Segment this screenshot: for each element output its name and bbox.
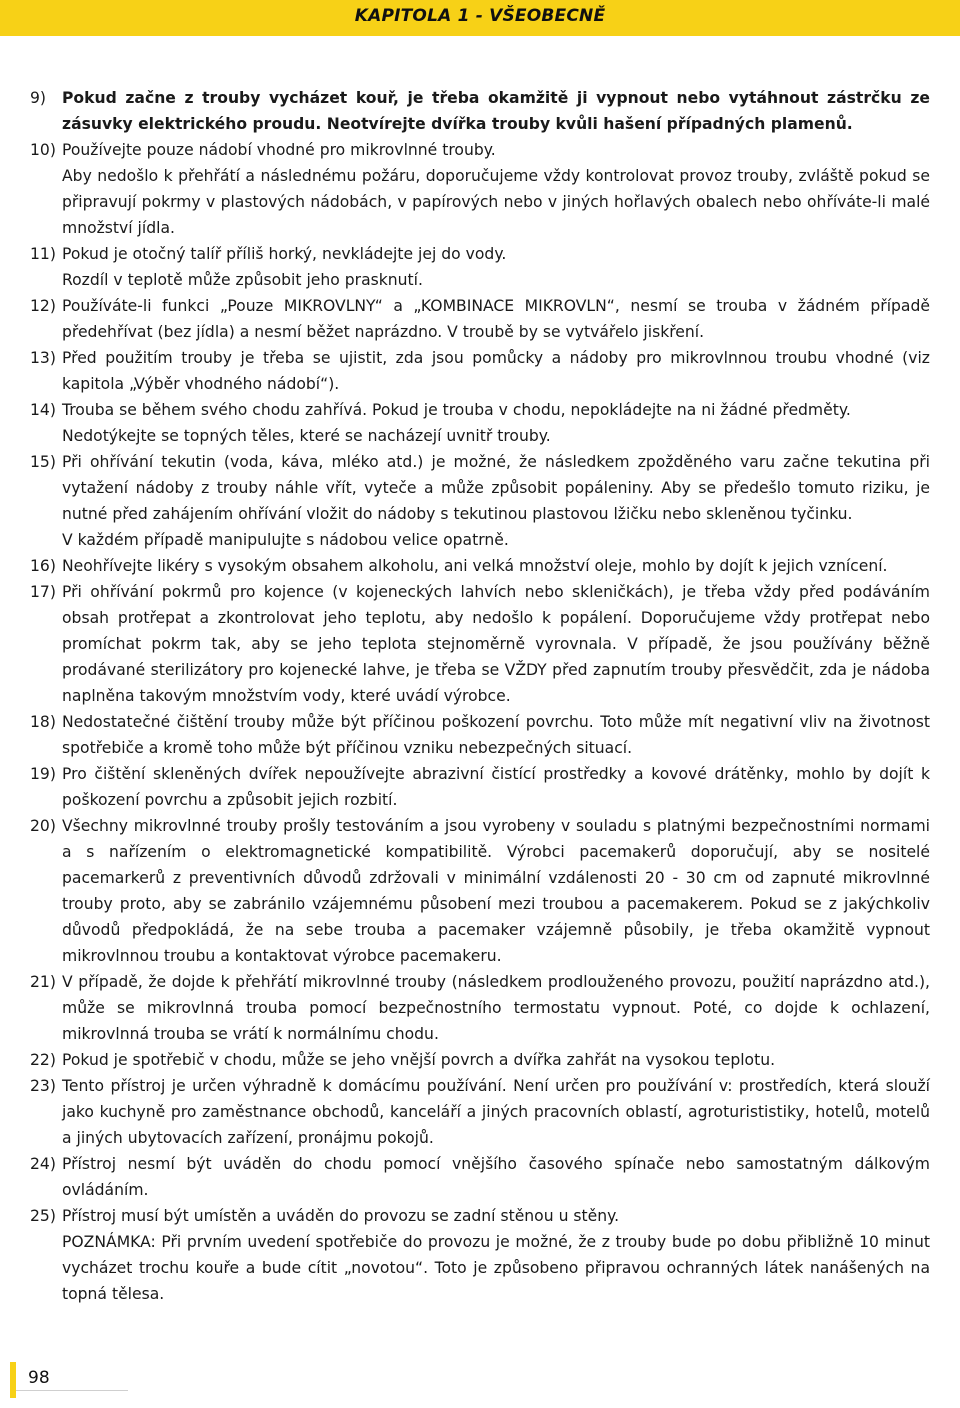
- regular-text: Trouba se během svého chodu zahřívá. Pokud je trouba v chodu, nepokládejte na ni žádné předměty.: [62, 401, 851, 419]
- item-number: 18): [30, 713, 56, 731]
- item-paragraph: [62, 241, 930, 267]
- list-item: [30, 1151, 930, 1203]
- item-paragraph: [62, 1073, 930, 1151]
- item-paragraph: [62, 553, 930, 579]
- regular-text: V případě, že dojde k přehřátí mikrovlnné trouby (následkem prodlouženého provozu, použití naprázdno atd.), může se mikrovlnná trouba pomocí bezpečnostního termostatu vypnout. Poté, co dojde k ochlazení, mikrovlnná trouba se vrátí k normálnímu chodu.: [62, 973, 930, 1043]
- regular-text: Používáte-li funkci „Pouze MIKROVLNY“ a „KOMBINACE MIKROVLN“, nesmí se trouba v žádném případě předehřívat (bez jídla) a nesmí běžet naprázdno. V troubě by se vytvářelo jiskření.: [62, 297, 930, 341]
- item-number: 14): [30, 401, 56, 419]
- item-paragraph: [62, 969, 930, 1047]
- regular-text: Aby nedošlo k přehřátí a následnému požáru, doporučujeme vždy kontrolovat provoz trouby, zvláště pokud se připravují pokrmy v plastových nádobách, v papírových nebo v jiných hořlavých obalech nebo ohříváte-li malé množství jídla.: [62, 167, 930, 237]
- item-number: 24): [30, 1155, 56, 1173]
- item-body: [62, 241, 930, 293]
- item-number: 13): [30, 349, 56, 367]
- item-body: [62, 345, 930, 397]
- list-item: [30, 345, 930, 397]
- regular-text: Pokud je spotřebič v chodu, může se jeho vnější povrch a dvířka zahřát na vysokou teplotu.: [62, 1051, 776, 1069]
- list-item: [30, 85, 930, 137]
- regular-text: Přístroj musí být umístěn a uváděn do provozu se zadní stěnou u stěny.: [62, 1207, 620, 1225]
- item-body: [62, 761, 930, 813]
- item-body: [62, 449, 930, 553]
- item-number: 21): [30, 973, 56, 991]
- list-item: [30, 1047, 930, 1073]
- regular-text: Rozdíl v teplotě může způsobit jeho prasknutí.: [62, 271, 423, 289]
- item-paragraph: [62, 397, 930, 423]
- item-paragraph: [62, 85, 930, 137]
- list-item: [30, 709, 930, 761]
- list-item: [30, 1073, 930, 1151]
- item-number: 25): [30, 1207, 56, 1225]
- list-item: [30, 397, 930, 449]
- regular-text: Pro čištění skleněných dvířek nepoužívejte abrazivní čistící prostředky a kovové drátěnky, mohlo by dojít k poškození povrchu a způsobit jejich rozbití.: [62, 765, 930, 809]
- list-item: [30, 761, 930, 813]
- item-number: 20): [30, 817, 56, 835]
- item-paragraph: [62, 709, 930, 761]
- regular-text: Tento přístroj je určen výhradně k domácímu používání. Není určen pro používání v: prostředích, která slouží jako kuchyně pro zaměstnance obchodů, kanceláří a jiných pracovních oblastí, agroturististiky, hotelů, motelů a jiných ubytovacích zařízení, pronájmu pokojů.: [62, 1077, 930, 1147]
- item-body: [62, 553, 930, 579]
- item-body: [62, 1047, 930, 1073]
- list-item: [30, 293, 930, 345]
- item-body: [62, 709, 930, 761]
- item-paragraph: [62, 527, 930, 553]
- list-item: [30, 449, 930, 553]
- regular-text: POZNÁMKA: Při prvním uvedení spotřebiče do provozu je možné, že z trouby bude po dobu přibližně 10 minut vycházet trochu kouře a bude cítit „novotou“. Toto je způsobeno připravou ochranných látek nanášených na topná tělesa.: [62, 1233, 930, 1303]
- item-body: [62, 579, 930, 709]
- item-paragraph: [62, 1203, 930, 1229]
- footer-accent-stripe: [10, 1362, 16, 1398]
- regular-text: Nedostatečné čištění trouby může být příčinou poškození povrchu. Toto může mít negativní vliv na životnost spotřebiče a kromě toho může být příčinou vzniku nebezpečných situací.: [62, 713, 930, 757]
- bold-text: Pokud začne z trouby vycházet kouř, je třeba okamžitě ji vypnout nebo vytáhnout zástrčku ze zásuvky elektrického proudu. Neotvírejte dvířka trouby kvůli hašení případných plamenů.: [62, 89, 930, 133]
- item-paragraph: [62, 293, 930, 345]
- item-number: 19): [30, 765, 56, 783]
- item-paragraph: [62, 1229, 930, 1307]
- regular-text: V každém případě manipulujte s nádobou velice opatrně.: [62, 531, 509, 549]
- regular-text: Neohřívejte likéry s vysokým obsahem alkoholu, ani velká množství oleje, mohlo by dojít k jejich vznícení.: [62, 557, 888, 575]
- item-body: [62, 813, 930, 969]
- item-number: 10): [30, 141, 56, 159]
- item-number: 17): [30, 583, 56, 601]
- item-paragraph: [62, 345, 930, 397]
- regular-text: Při ohřívání pokrmů pro kojence (v kojeneckých lahvích nebo skleničkách), je třeba vždy před podáváním obsah protřepat a zkontrolovat jeho teplotu, aby nedošlo k popálení. Doporučujeme vždy protřepat nebo promíchat pokrm tak, aby se jeho teplota stejnoměrně vyrovnala. V případě, že jsou používány běžně prodávané sterilizátory pro kojenecké lahve, je třeba se VŽDY před zapnutím trouby přesvědčit, zda je nádoba naplněna takovým množstvím vody, které uvádí výrobce.: [62, 583, 930, 705]
- item-number: 15): [30, 453, 56, 471]
- item-paragraph: [62, 813, 930, 969]
- item-body: [62, 969, 930, 1047]
- footer-rule: [16, 1390, 128, 1391]
- item-body: [62, 85, 930, 137]
- item-number: 9): [30, 89, 47, 107]
- item-paragraph: [62, 449, 930, 527]
- item-number: 22): [30, 1051, 56, 1069]
- regular-text: Před použitím trouby je třeba se ujistit, zda jsou pomůcky a nádoby pro mikrovlnnou troubu vhodné (viz kapitola „Výběr vhodného nádobí“).: [62, 349, 930, 393]
- item-paragraph: [62, 579, 930, 709]
- item-body: [62, 1073, 930, 1151]
- item-body: [62, 293, 930, 345]
- item-number: 23): [30, 1077, 56, 1095]
- item-number: 12): [30, 297, 56, 315]
- item-paragraph: [62, 761, 930, 813]
- item-number: 16): [30, 557, 56, 575]
- item-paragraph: [62, 137, 930, 163]
- page-number: 98: [28, 1368, 50, 1388]
- list-item: [30, 241, 930, 293]
- item-paragraph: [62, 1151, 930, 1203]
- list-item: [30, 579, 930, 709]
- item-number: 11): [30, 245, 56, 263]
- regular-text: Pokud je otočný talíř příliš horký, nevkládejte jej do vody.: [62, 245, 507, 263]
- regular-text: Používejte pouze nádobí vhodné pro mikrovlnné trouby.: [62, 141, 496, 159]
- list-item: [30, 969, 930, 1047]
- list-item: [30, 813, 930, 969]
- item-body: [62, 1151, 930, 1203]
- item-paragraph: [62, 423, 930, 449]
- regular-text: Všechny mikrovlnné trouby prošly testováním a jsou vyrobeny v souladu s platnými bezpečnostními normami a s nařízením o elektromagnetické kompatibilitě. Výrobci pacemakerů doporučují, aby se nositelé pacemarkerů z preventivních důvodů zdržovali v minimální vzdálenosti 20 - 30 cm od zapnuté mikrovlnné trouby proto, aby se zabránilo vzájemnému působení mezi troubou a pacemakerem. Pokud se z jakýchkoliv důvodů předpokládá, že na sebe trouba a pacemaker vzájemně působily, je třeba okamžitě vypnout mikrovlnnou troubu a kontaktovat výrobce pacemakeru.: [62, 817, 930, 965]
- regular-text: Přístroj nesmí být uváděn do chodu pomocí vnějšího časového spínače nebo samostatným dálkovým ovládáním.: [62, 1155, 930, 1199]
- item-body: [62, 1203, 930, 1307]
- item-body: [62, 397, 930, 449]
- list-item: [30, 1203, 930, 1307]
- item-body: [62, 137, 930, 241]
- item-paragraph: [62, 163, 930, 241]
- safety-instructions-list: [30, 85, 930, 1307]
- item-paragraph: [62, 267, 930, 293]
- list-item: [30, 137, 930, 241]
- list-item: [30, 553, 930, 579]
- regular-text: Při ohřívání tekutin (voda, káva, mléko atd.) je možné, že následkem zpožděného varu začne tekutina při vytažení nádoby z trouby náhle vřít, vyteče a může způsobit popáleniny. Aby se předešlo tomuto riziku, je nutné před zahájením ohřívání vložit do nádoby s tekutinou plastovou lžičku nebo skleněnou tyčinku.: [62, 453, 930, 523]
- item-paragraph: [62, 1047, 930, 1073]
- regular-text: Nedotýkejte se topných těles, které se nacházejí uvnitř trouby.: [62, 427, 551, 445]
- chapter-title: KAPITOLA 1 - VŠEOBECNĚ: [354, 6, 606, 26]
